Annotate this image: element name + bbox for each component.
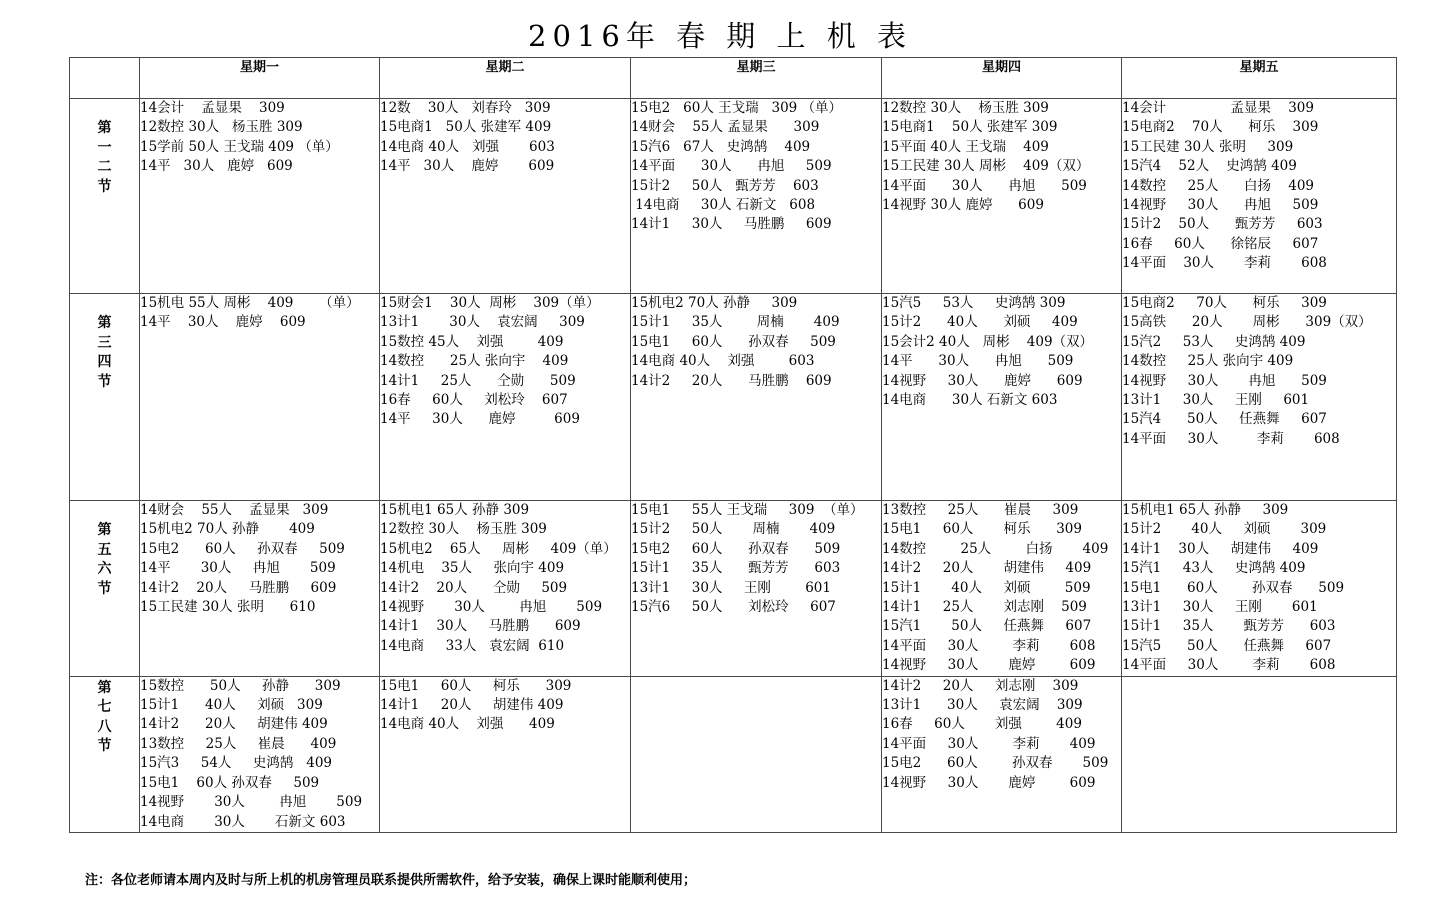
schedule-cell xyxy=(631,99,882,294)
period-row xyxy=(70,294,1397,501)
class-entry: 15计2 40人 刘硕 309 xyxy=(1122,521,1327,538)
period-char: 四 xyxy=(97,354,112,370)
class-entry: 12数控 30人 杨玉胜 309 xyxy=(882,100,1049,116)
class-entry: 14平面 30人 李莉 608 xyxy=(1122,430,1340,447)
class-entry: 14平面 30人 冉旭 509 xyxy=(882,177,1087,194)
class-entry: 15计2 40人 刘硕 409 xyxy=(882,314,1078,331)
schedule-cell xyxy=(882,99,1122,294)
schedule-cell xyxy=(140,676,380,832)
schedule-cell xyxy=(882,294,1122,501)
class-entry: 12数控 30人 杨玉胜 309 xyxy=(380,521,547,538)
class-entry: 14视野 30人 鹿婷 609 xyxy=(882,372,1083,389)
class-entry: 15机电1 65人 孙静 309 xyxy=(380,502,530,518)
period-char: 第 xyxy=(97,315,112,331)
class-entry: 15电1 60人 孙双春 509 xyxy=(631,333,836,350)
class-entry: 15电1 60人 柯乐 309 xyxy=(882,521,1082,538)
class-entry: 13数控 25人 崔晨 309 xyxy=(882,502,1079,518)
class-entry: 14平面 30人 李莉 409 xyxy=(882,735,1096,752)
class-entry: 14计1 30人 马胜鹏 609 xyxy=(631,216,832,233)
day-header-tue: 星期二 xyxy=(380,58,631,99)
period-row xyxy=(70,99,1397,294)
schedule-table xyxy=(69,57,1397,833)
period-char: 第 xyxy=(97,522,112,538)
period-char: 二 xyxy=(97,159,112,175)
class-entry: 14计2 20人 刘志刚 309 xyxy=(882,677,1079,694)
class-entry: 14平 30人 鹿婷 609 xyxy=(380,411,580,428)
day-header-mon: 星期一 xyxy=(140,58,380,99)
class-entry: 15会计2 40人 周彬 409（双） xyxy=(882,333,1094,350)
day-header-fri: 星期五 xyxy=(1122,58,1397,99)
schedule-cell xyxy=(380,501,631,677)
class-entry: 14视野 30人 鹿婷 609 xyxy=(882,657,1096,674)
period-char: 节 xyxy=(97,580,112,597)
period-char: 三 xyxy=(97,334,112,351)
class-entry: 14平 30人 鹿婷 609 xyxy=(380,158,555,175)
class-entry: 14电商 40人 刘强 409 xyxy=(380,716,555,733)
class-entry: 15机电2 65人 周彬 409（单） xyxy=(380,540,617,557)
class-entry: 14数控 25人 白扬 409 xyxy=(882,540,1109,557)
period-char: 一 xyxy=(97,139,112,156)
schedule-cell xyxy=(380,676,631,832)
class-entry: 15机电2 70人 孙静 409 xyxy=(140,521,315,538)
class-entry: 14计1 30人 胡建伟 409 xyxy=(1122,540,1319,557)
class-entry: 15电2 60人 孙双春 509 xyxy=(140,540,345,557)
class-entry: 14平 30人 冉旭 509 xyxy=(882,353,1074,370)
schedule-cell xyxy=(882,501,1122,677)
class-entry: 13数控 25人 崔晨 409 xyxy=(140,735,337,752)
class-entry: 14视野 30人 冉旭 509 xyxy=(140,794,363,811)
period-char: 五 xyxy=(97,541,112,558)
class-entry: 14平面 30人 冉旭 509 xyxy=(631,158,832,175)
schedule-cell xyxy=(1122,294,1397,501)
class-entry: 15汽4 52人 史鸿鹄 409 xyxy=(1122,158,1297,175)
class-entry: 15电商2 70人 柯乐 309 xyxy=(1122,295,1327,311)
class-entry: 16春 60人 刘强 409 xyxy=(882,716,1082,733)
period-char: 节 xyxy=(97,373,112,390)
period-char: 七 xyxy=(97,699,112,716)
period-char: 节 xyxy=(97,178,112,195)
class-entry: 15计1 35人 甄芳芳 603 xyxy=(1122,618,1336,635)
class-entry: 14平面 30人 李莉 608 xyxy=(1122,657,1336,674)
class-entry: 15计1 40人 刘硕 509 xyxy=(882,579,1091,596)
class-entry: 14计1 20人 胡建伟 409 xyxy=(380,697,564,714)
class-entry: 15数控 45人 刘强 409 xyxy=(380,333,564,350)
schedule-cell xyxy=(631,501,882,677)
class-entry: 15电2 60人 王戈瑞 309 （单） xyxy=(631,100,843,116)
schedule-cell xyxy=(1122,501,1397,677)
schedule-cell xyxy=(631,676,882,832)
schedule-cell xyxy=(380,294,631,501)
schedule-cell xyxy=(1122,676,1397,832)
class-entry: 15计1 40人 刘硕 309 xyxy=(140,697,323,714)
class-entry: 14财会 55人 孟显果 309 xyxy=(140,502,329,518)
class-entry: 15汽6 67人 史鸿鹄 409 xyxy=(631,138,811,155)
page-title: 2016年 春 期 上 机 表 xyxy=(528,19,912,53)
class-entry: 14计2 20人 马胜鹏 609 xyxy=(631,372,832,389)
period-row xyxy=(70,501,1397,677)
class-entry: 15高铁 20人 周彬 309（双） xyxy=(1122,314,1372,331)
class-entry: 14数控 25人 张向宇 409 xyxy=(380,353,569,370)
class-entry: 14财会 55人 孟显果 309 xyxy=(631,119,820,136)
class-entry: 15机电 55人 周彬 409 （单） xyxy=(140,295,360,311)
schedule-cell xyxy=(140,99,380,294)
class-entry: 12数控 30人 杨玉胜 309 xyxy=(140,119,303,136)
class-entry: 15工民建 30人 周彬 409（双） xyxy=(882,158,1090,175)
class-entry: 15电商2 70人 柯乐 309 xyxy=(1122,119,1319,136)
class-entry: 14视野 30人 鹿婷 609 xyxy=(882,774,1096,791)
class-entry: 15汽3 54人 史鸿鹄 409 xyxy=(140,755,332,772)
schedule-cell xyxy=(631,294,882,501)
class-entry: 14电商 40人 刘强 603 xyxy=(380,138,555,155)
class-entry: 16春 60人 刘松玲 607 xyxy=(380,392,568,409)
period-char: 节 xyxy=(97,738,112,755)
class-entry: 14计1 25人 刘志刚 509 xyxy=(882,599,1087,616)
class-entry: 15机电1 65人 孙静 309 xyxy=(1122,502,1289,518)
class-entry: 15工民建 30人 张明 309 xyxy=(1122,138,1294,155)
class-entry: 14平 30人 冉旭 509 xyxy=(140,560,336,577)
class-entry: 16春 60人 徐铭辰 607 xyxy=(1122,235,1319,252)
period-char: 六 xyxy=(97,561,112,577)
period-label xyxy=(70,501,140,677)
class-entry: 13计1 30人 王刚 601 xyxy=(631,579,831,596)
class-entry: 15工民建 30人 张明 610 xyxy=(140,599,316,616)
class-entry: 14数控 25人 白扬 409 xyxy=(1122,177,1314,194)
class-entry: 15计1 35人 甄芳芳 603 xyxy=(631,560,841,577)
class-entry: 13计1 30人 王刚 601 xyxy=(1122,599,1318,616)
class-entry: 15汽1 50人 任燕舞 607 xyxy=(882,618,1092,635)
class-entry: 15电商1 50人 张建军 309 xyxy=(882,119,1058,136)
class-entry: 14机电 35人 张向宇 409 xyxy=(380,560,565,577)
class-entry: 12数 30人 刘春玲 309 xyxy=(380,100,551,116)
class-entry: 14电商 40人 刘强 603 xyxy=(631,353,815,370)
class-entry: 14计2 20人 马胜鹏 609 xyxy=(140,579,337,596)
day-header-wed: 星期三 xyxy=(631,58,882,99)
class-entry: 14电商 30人 石新文 608 xyxy=(631,197,816,214)
class-entry: 14计2 20人 仝勋 509 xyxy=(380,579,568,596)
class-entry: 15计1 35人 周楠 409 xyxy=(631,314,840,331)
schedule-cell xyxy=(882,676,1122,832)
class-entry: 15电1 60人 柯乐 309 xyxy=(380,677,572,694)
class-entry: 14计1 30人 马胜鹏 609 xyxy=(380,618,581,635)
period-char: 第 xyxy=(97,120,112,136)
class-entry: 15汽5 53人 史鸿鹄 309 xyxy=(882,295,1066,311)
class-entry: 13计1 30人 袁宏阔 309 xyxy=(380,314,585,331)
header-row xyxy=(70,58,1397,99)
class-entry: 15电2 60人 孙双春 509 xyxy=(882,755,1109,772)
class-entry: 14视野 30人 冉旭 509 xyxy=(1122,197,1319,214)
period-row xyxy=(70,676,1397,832)
class-entry: 15学前 50人 王戈瑞 409 （单） xyxy=(140,138,339,155)
class-entry: 15电商1 50人 张建军 409 xyxy=(380,119,552,136)
class-entry: 15数控 50人 孙静 309 xyxy=(140,677,341,694)
class-entry: 14视野 30人 鹿婷 609 xyxy=(882,197,1044,214)
period-label xyxy=(70,294,140,501)
class-entry: 15财会1 30人 周彬 309（单） xyxy=(380,295,600,311)
period-char: 第 xyxy=(97,679,112,696)
class-entry: 15电1 60人 孙双春 509 xyxy=(1122,579,1345,596)
period-label xyxy=(70,99,140,294)
class-entry: 14计2 20人 胡建伟 409 xyxy=(140,716,328,733)
class-entry: 14计2 20人 胡建伟 409 xyxy=(882,560,1092,577)
class-entry: 14平 30人 鹿婷 609 xyxy=(140,158,293,175)
schedule-cell xyxy=(140,294,380,501)
class-entry: 14会计 孟显果 309 xyxy=(1122,100,1314,116)
class-entry: 14数控 25人 张向宇 409 xyxy=(1122,353,1294,370)
class-entry: 15汽2 53人 史鸿鹄 409 xyxy=(1122,333,1306,350)
class-entry: 15汽5 50人 任燕舞 607 xyxy=(1122,637,1332,654)
class-entry: 14平 30人 鹿婷 609 xyxy=(140,314,306,331)
class-entry: 15计2 50人 周楠 409 xyxy=(631,521,836,538)
class-entry: 14平面 30人 李莉 608 xyxy=(882,637,1096,654)
class-entry: 14电商 30人 石新文 603 xyxy=(140,813,346,830)
class-entry: 15平面 40人 王戈瑞 409 xyxy=(882,138,1049,155)
period-char: 八 xyxy=(97,718,112,735)
class-entry: 13计1 30人 王刚 601 xyxy=(1122,392,1310,409)
class-entry: 15汽6 50人 刘松玲 607 xyxy=(631,599,836,616)
class-entry: 14计1 25人 仝勋 509 xyxy=(380,372,576,389)
class-entry: 14视野 30人 冉旭 509 xyxy=(380,599,603,616)
schedule-cell xyxy=(380,99,631,294)
class-entry: 14平面 30人 李莉 608 xyxy=(1122,255,1327,272)
class-entry: 15机电2 70人 孙静 309 xyxy=(631,295,798,311)
period-label xyxy=(70,676,140,832)
class-entry: 15汽4 50人 任燕舞 607 xyxy=(1122,411,1327,428)
footnote: 注：各位老师请本周内及时与所上机的机房管理员联系提供所需软件，给予安装，确保上课时能顺利使用； xyxy=(85,873,697,888)
class-entry: 15汽1 43人 史鸿鹄 409 xyxy=(1122,560,1306,577)
class-entry: 15电1 55人 王戈瑞 309 （单） xyxy=(631,502,864,518)
class-entry: 14视野 30人 冉旭 509 xyxy=(1122,372,1327,389)
day-header-thu: 星期四 xyxy=(882,58,1122,99)
class-entry: 14电商 30人 石新文 603 xyxy=(882,392,1058,409)
class-entry: 15电2 60人 孙双春 509 xyxy=(631,540,841,557)
class-entry: 15计2 50人 甄芳芳 603 xyxy=(1122,216,1323,233)
schedule-cell xyxy=(140,501,380,677)
schedule-cell xyxy=(1122,99,1397,294)
class-entry: 14电商 33人 袁宏阔 610 xyxy=(380,637,565,654)
class-entry: 15电1 60人 孙双春 509 xyxy=(140,774,320,791)
class-entry: 15计2 50人 甄芳芳 603 xyxy=(631,177,819,194)
corner-cell xyxy=(70,58,140,99)
class-entry: 14会计 孟显果 309 xyxy=(140,100,285,116)
class-entry: 13计1 30人 袁宏阔 309 xyxy=(882,697,1083,714)
